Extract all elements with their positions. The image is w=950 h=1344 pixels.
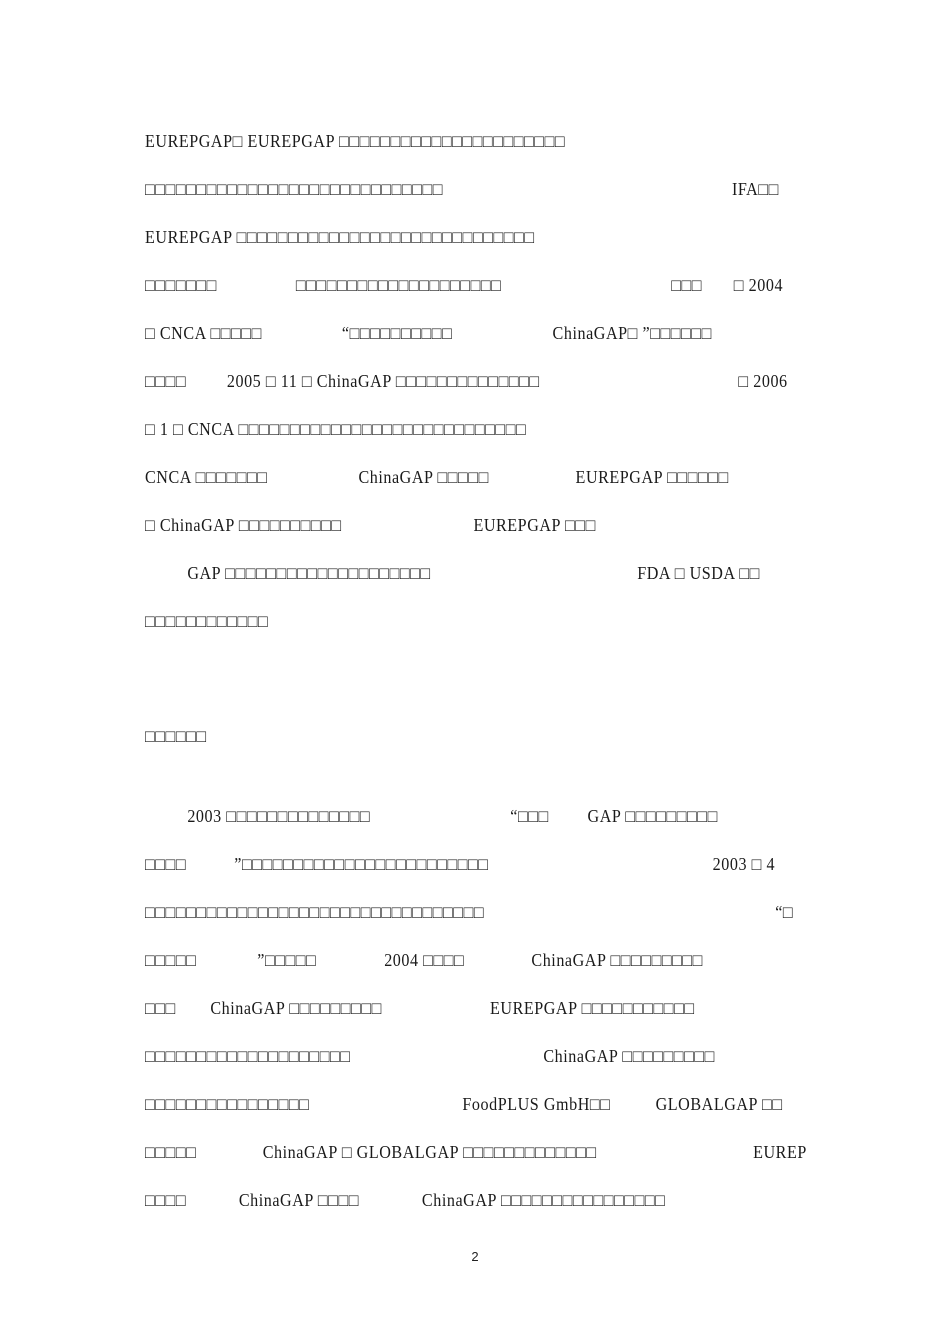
text-segment: □ 2006 [738, 371, 788, 391]
text-segment: FDA □ USDA □□ [637, 563, 760, 583]
text-segment: □□□□ [145, 371, 187, 391]
text-segment: “□□□□□□□□□□ [341, 323, 453, 343]
text-segment: ChinaGAP □□□□□ [358, 467, 489, 487]
text-segment: “□□□ [510, 806, 549, 826]
text-line [145, 1188, 754, 1212]
text-line [145, 369, 788, 393]
text-segment: □ 1 □ CNCA □□□□□□□□□□□□□□□□□□□□□□□□□□□□ [145, 419, 527, 439]
text-line [145, 177, 779, 201]
text-segment: FoodPLUS GmbH□□ [462, 1094, 611, 1114]
text-line [145, 900, 794, 924]
text-segment: 2004 □□□□ [384, 950, 465, 970]
text-segment: □□□□ [145, 1190, 187, 1210]
text-segment: □□□□□□□□□□□□□□□□□□□□ [295, 275, 502, 295]
text-segment: □□□□□ [145, 1142, 197, 1162]
text-segment: EUREPGAP □□□□□□□□□□□□□□□□□□□□□□□□□□□□□ [145, 227, 535, 247]
text-segment: □□□□□□□□□□□□□□□□□□□□ [145, 1046, 351, 1066]
text-line [145, 1092, 783, 1116]
text-segment: EUREPGAP □□□ [473, 515, 596, 535]
page-number: 2 [471, 1249, 479, 1264]
text-line [145, 1140, 807, 1164]
text-line [145, 852, 776, 876]
text-line [145, 804, 754, 828]
text-segment: IFA□□ [731, 179, 779, 199]
text-segment: □□□□□□□□□□□□□□□□ [145, 1094, 310, 1114]
text-segment: □□□ [671, 275, 703, 295]
text-segment: □□□□□ [145, 950, 197, 970]
text-line [145, 465, 754, 489]
text-line [145, 417, 754, 441]
text-line [145, 129, 754, 153]
text-segment: ChinaGAP □□□□□□□□□ [543, 1046, 715, 1066]
text-segment: GAP □□□□□□□□□□□□□□□□□□□□ [187, 563, 431, 583]
section-heading-text: □□□□□□ [145, 726, 207, 746]
text-segment: EUREPGAP □□□□□□ [575, 467, 729, 487]
text-segment: □ ChinaGAP □□□□□□□□□□ [145, 515, 342, 535]
text-segment: 2005 □ 11 □ ChinaGAP □□□□□□□□□□□□□□ [226, 371, 540, 391]
text-segment: ChinaGAP □□□□□□□□□□□□□□□□ [421, 1190, 666, 1210]
section-heading [145, 724, 754, 748]
text-line [145, 273, 784, 297]
text-segment: GLOBALGAP □□ [655, 1094, 783, 1114]
text-segment: EUREPGAP□ EUREPGAP □□□□□□□□□□□□□□□□□□□□□□ [145, 131, 566, 151]
text-segment: ChinaGAP□ ”□□□□□□ [552, 323, 712, 343]
text-line [145, 609, 754, 633]
text-segment: “□ [775, 902, 794, 922]
text-segment: ”□□□□□ [257, 950, 317, 970]
text-line [145, 513, 754, 537]
text-segment: □□□□□□□□□□□□□□□□□□□□□□□□□□□□□□□□□ [145, 902, 485, 922]
text-segment: 2003 □ 4 [712, 854, 776, 874]
text-line [145, 1044, 754, 1068]
text-segment: □ CNCA □□□□□ [145, 323, 262, 343]
text-segment: ChinaGAP □ GLOBALGAP □□□□□□□□□□□□□ [262, 1142, 597, 1162]
text-segment: CNCA □□□□□□□ [145, 467, 268, 487]
text-segment: □□□□ [145, 854, 187, 874]
text-segment: □□□ [145, 998, 176, 1018]
text-segment: ChinaGAP □□□□□□□□□ [210, 998, 382, 1018]
text-segment: GAP □□□□□□□□□ [587, 806, 718, 826]
text-segment: EUREP [753, 1142, 807, 1162]
text-line [145, 561, 760, 585]
text-segment: □□□□□□□□□□□□□□□□□□□□□□□□□□□□□ [145, 179, 444, 199]
text-line [145, 321, 754, 345]
text-segment: ”□□□□□□□□□□□□□□□□□□□□□□□□ [234, 854, 489, 874]
text-line [145, 225, 754, 249]
text-segment: 2003 □□□□□□□□□□□□□□ [187, 806, 371, 826]
text-segment: ChinaGAP □□□□ [238, 1190, 360, 1210]
text-segment: □□□□□□□ [145, 275, 217, 295]
text-segment: □ 2004 [733, 275, 784, 295]
text-segment: □□□□□□□□□□□□ [145, 611, 269, 631]
text-line [145, 996, 754, 1020]
text-segment: EUREPGAP □□□□□□□□□□□ [490, 998, 695, 1018]
text-segment: ChinaGAP □□□□□□□□□ [531, 950, 703, 970]
text-line [145, 948, 754, 972]
